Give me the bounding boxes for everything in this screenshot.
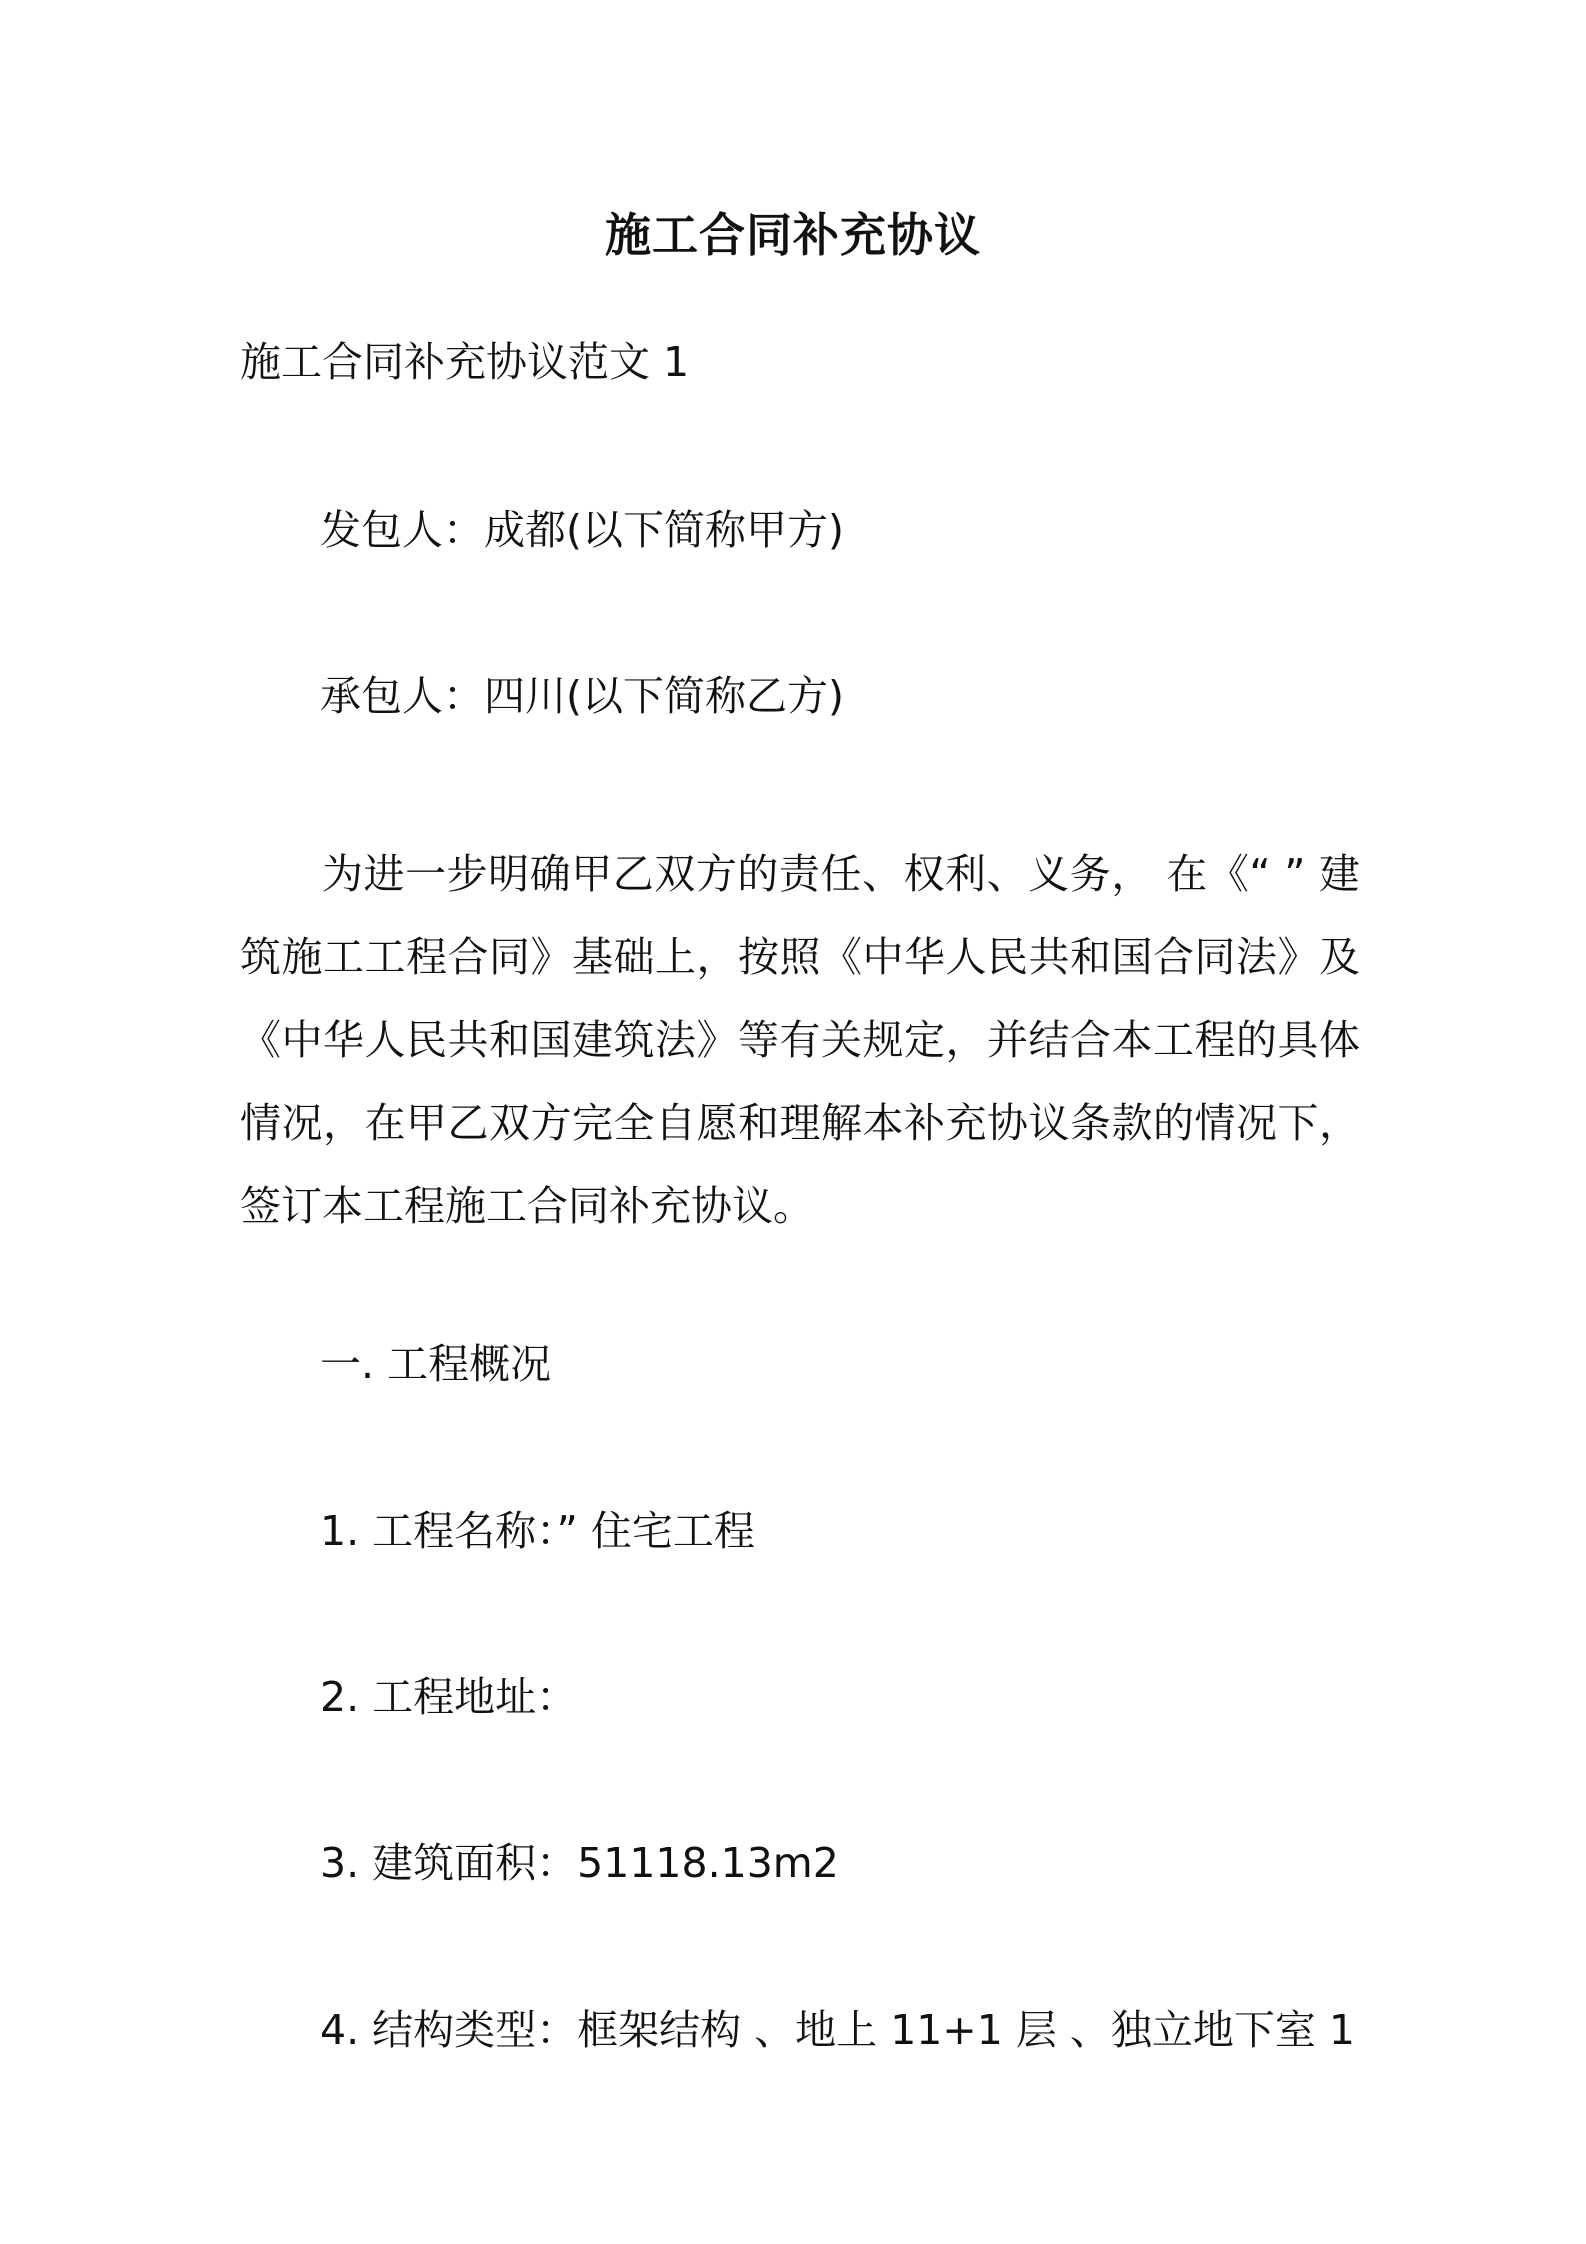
list-item-project-name: 1. 工程名称：” 住宅工程 [320,1507,755,1555]
list-item-building-area: 3. 建筑面积：51118.13m2 [320,1839,839,1887]
list-item-project-address: 2. 工程地址： [320,1673,578,1721]
section-heading: 一. 工程概况 [320,1340,552,1388]
employer-line: 发包人：成都(以下简称甲方) [320,506,844,554]
document-subtitle: 施工合同补充协议范文 1 [240,338,690,386]
document-title: 施工合同补充协议 [605,208,981,262]
contractor-line: 承包人：四川(以下简称乙方) [320,672,844,720]
intro-paragraph: 为进一步明确甲乙双方的责任、权利、义务， 在《“ ” 建筑施工工程合同》基础上，按照《中华人民共和国合同法》及《中华人民共和国建筑法》等有关规定，并结合本工程的具体情况，在甲乙双方完全自愿和理解本补充协议条款的情况下，签订本工程施工合同补充协议。 [240,850,1360,1230]
list-item-structure-type: 4. 结构类型：框架结构 、地上 11+1 层 、独立地下室 1 [320,2006,1356,2054]
